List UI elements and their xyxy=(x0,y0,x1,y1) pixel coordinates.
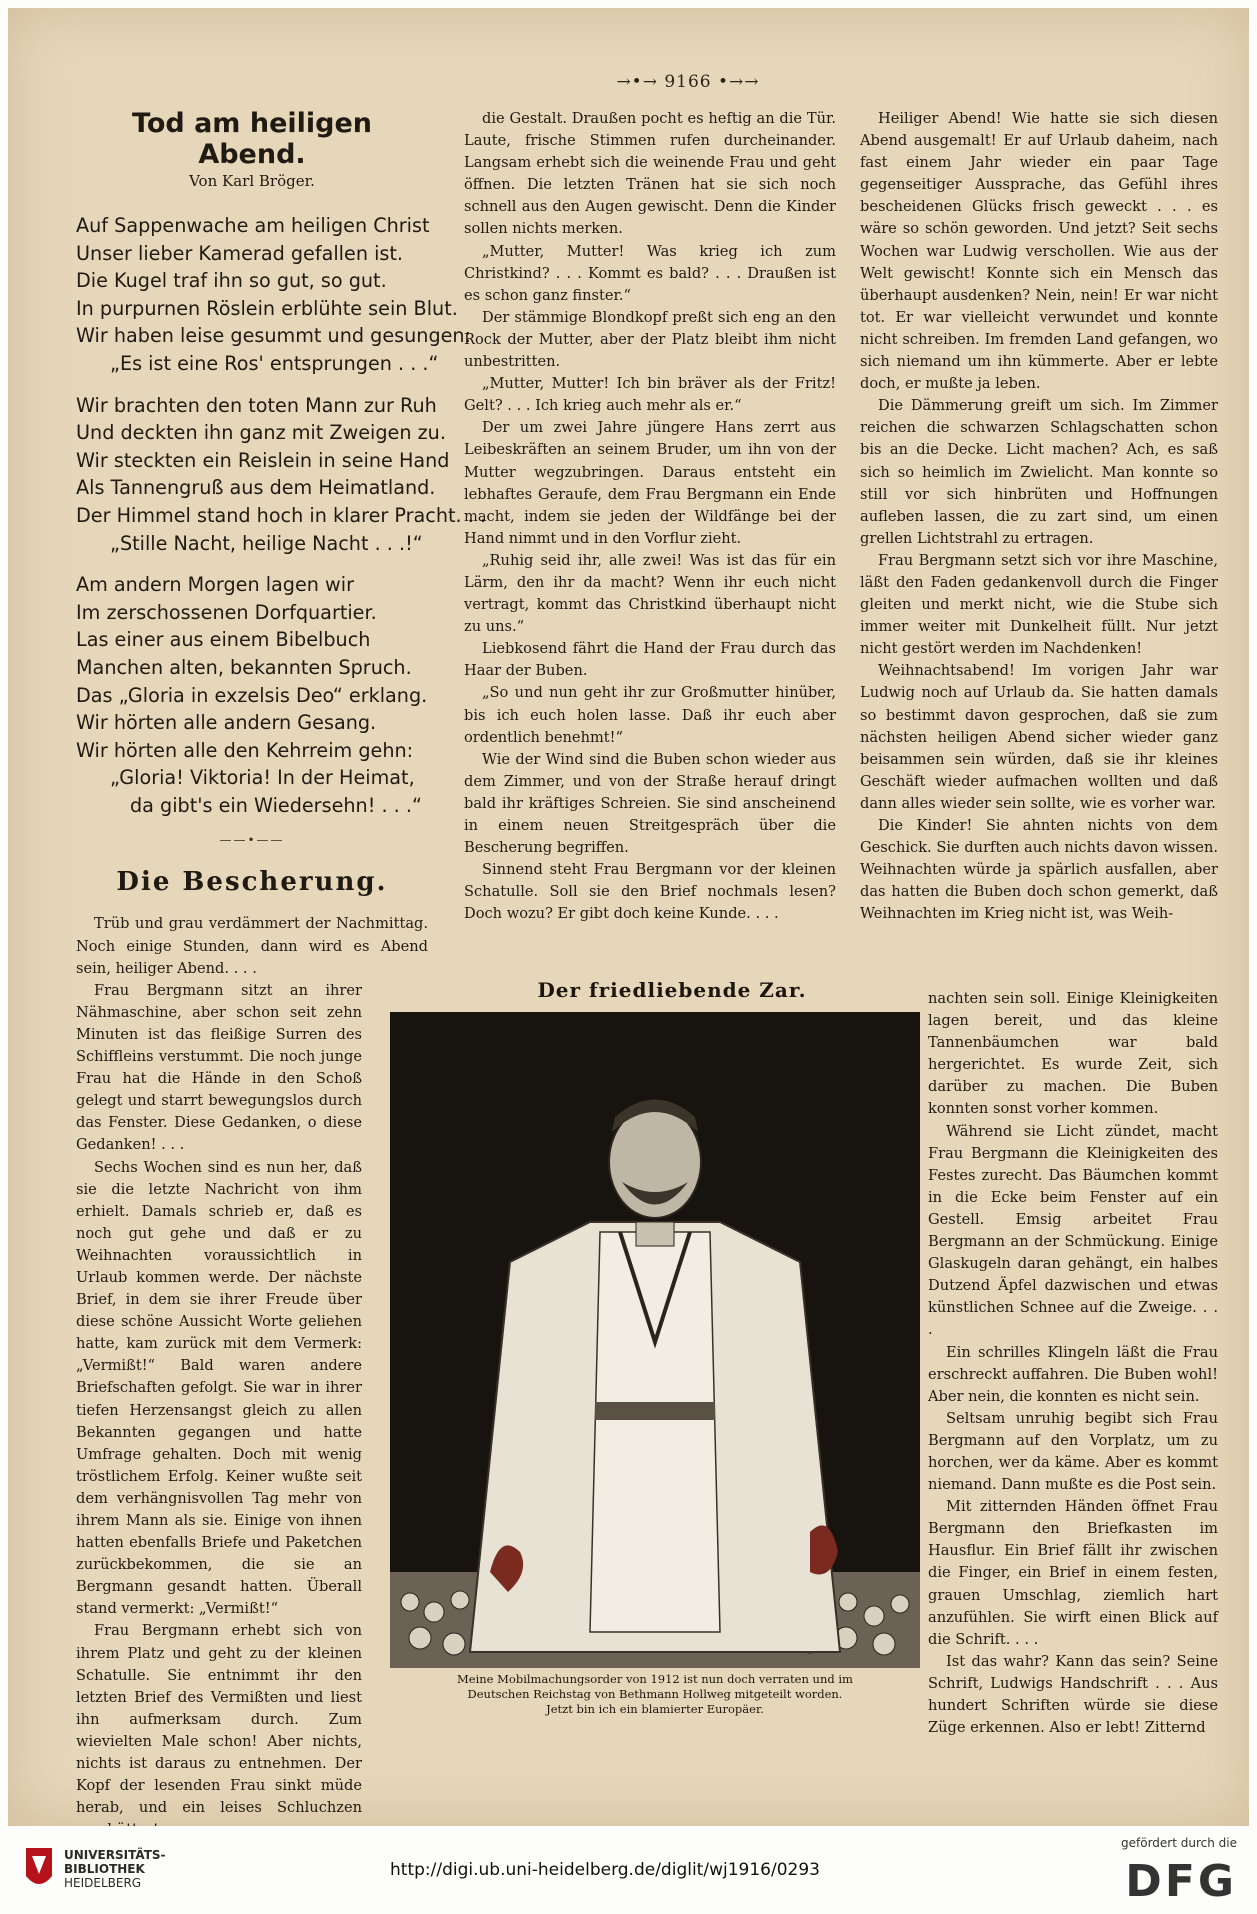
paragraph: Frau Bergmann erhebt sich von ihrem Platz und geht zu der kleinen Schatulle. Sie entnimmt ihr den letzten Brief des Vermißten und liest ihn aufmerksam durch. Zum wievielten Male schon! Aber nichts, nichts ist daraus zu entnehmen. Der Kopf der lesenden Frau sinkt müde herab, und ein leises Schluchzen xyxy=(76,1622,362,1817)
scanned-page xyxy=(8,8,1249,1826)
logo-text: HEIDELBERG xyxy=(64,1876,142,1890)
paragraph: Die Kinder! Sie ahnten nichts von dem Geschick. Sie durften auch nichts davon wissen. Weihnachten würde ja spärlich ausfallen, aber das hatten die Buben doch schon gemerkt, daß Weihnachten im Krieg nicht ist, was Weih- xyxy=(860,817,1218,923)
paragraph: „Mutter, Mutter! Was krieg ich zum Christkind? . . . Kommt es bald? . . . Draußen ist es schon ganz finster.“ xyxy=(464,242,836,304)
poem-stanza-3 xyxy=(76,571,428,819)
poem-line: Die Kugel traf ihn so gut, so gut. xyxy=(76,269,387,293)
story-text-col1 xyxy=(76,913,428,1841)
poem-line: Im zerschossenen Dorfquartier. xyxy=(76,600,377,624)
poem-line: Manchen alten, bekannten Spruch. xyxy=(76,655,412,679)
section-divider: ——•—— xyxy=(219,833,285,848)
page-number: →•→ 9166 •→→ xyxy=(616,72,760,92)
caption-line: Jetzt bin ich ein blamierter Europäer. xyxy=(546,1702,764,1716)
paragraph: Ein schrilles Klingeln läßt die Frau erschreckt auffahren. Die Buben wohl! Aber nein, die konnten es nicht sein. xyxy=(928,1343,1218,1405)
paragraph: Liebkosend fährt die Hand der Frau durch das Haar der Buben. xyxy=(464,640,836,680)
poem-line: Auf Sappenwache am heiligen Christ xyxy=(76,214,430,237)
poem-line: „Stille Nacht, heilige Nacht . . .!“ xyxy=(110,531,423,555)
illustration-image xyxy=(390,1012,920,1668)
column-3 xyxy=(860,108,1218,978)
paragraph: Die Dämmerung greift um sich. Im Zimmer reichen die schwarzen Schlagschatten schon bis an die Decke. Licht machen? Ach, es saß sich so heimlich im Zwielicht. Man konnte so still vor sich hinbrüten und Hoffnungen aufleben lassen, die zu zart sind, um einen grellen Lichtstrahl zu ertragen. xyxy=(860,397,1218,547)
column-2 xyxy=(464,108,836,978)
poem-line: Wir hörten alle andern Gesang. xyxy=(76,711,377,735)
poem-line: Unser lieber Kamerad gefallen ist. xyxy=(76,241,404,265)
paragraph: Weihnachtsabend! Im vorigen Jahr war Ludwig noch auf Urlaub da. Sie hatten damals so bestimmt davon gesprochen, daß sie zum nächsten heiligen Abend sicher wieder ganz beisammen sein würden, daß sie ihr kleines Geschäft wieder aufmachen wollten und daß dann alles wieder sein sollte, wie es vorher war. xyxy=(860,662,1218,812)
poem-line: Am andern Morgen lagen wir xyxy=(76,573,354,597)
poem xyxy=(76,212,487,819)
poem-line: Wir brachten den toten Mann zur Ruh xyxy=(76,393,437,417)
poem-title: Tod am heiligen Abend. xyxy=(131,108,373,170)
caption-line: Meine Mobilmachungsorder von 1912 ist nun doch verraten und im xyxy=(457,1672,853,1686)
poem-line: Als Tannengruß aus dem Heimatland. xyxy=(76,476,436,500)
column-1 xyxy=(76,108,487,1817)
poem-line: „Es ist eine Ros' entsprungen . . .“ xyxy=(110,351,439,375)
viewer-footer xyxy=(0,1826,1257,1914)
paragraph: Trüb und grau verdämmert der Nachmittag. Noch einige Stunden, dann wird es Abend sein, heiliger Abend. . . . xyxy=(76,915,428,977)
column-3-lower xyxy=(928,988,1218,1808)
poem-line: In purpurnen Röslein erblühte sein Blut. xyxy=(76,296,458,320)
dfg-logo[interactable]: DFG xyxy=(1125,1856,1237,1907)
university-seal-icon[interactable] xyxy=(24,1846,54,1892)
poem-line: Las einer aus einem Bibelbuch xyxy=(76,628,371,652)
logo-text: BIBLIOTHEK xyxy=(64,1862,145,1876)
paragraph: Mit zitternden Händen öffnet Frau Bergmann den Briefkasten im Hausflur. Ein Brief fällt ihr zwischen die Finger, ein Brief in einem festen, grauen Umschlag, ziemlich hart anzufühlen. Sie wirft einen Blick auf die Schrift. . . . xyxy=(928,1498,1218,1648)
poem-line: Wir haben leise gesummt und gesungen: xyxy=(76,324,472,348)
logo-text: UNIVERSITÄTS- xyxy=(64,1848,166,1862)
illustration-caption xyxy=(390,1672,920,1717)
document-url[interactable]: http://digi.ub.uni-heidelberg.de/diglit/wj1916/0293 xyxy=(390,1860,820,1880)
story-title: Die Bescherung. xyxy=(116,867,388,898)
poem-line: da gibt's ein Wiedersehn! . . .“ xyxy=(130,793,422,817)
funding-caption: gefördert durch die xyxy=(1121,1836,1237,1850)
paragraph: Frau Bergmann sitzt an ihrer Nähmaschine, aber schon seit zehn Minuten ist das fleißige Surren des Schiffleins verstummt. Die noch junge Frau hat die Hände in den Schoß gelegt und starrt bewegungslos durch das Fenster. Diese Gedanken, o diese Gedanken! . . . xyxy=(76,981,362,1154)
paragraph: Der um zwei Jahre jüngere Hans zerrt aus Leibeskräften an seinem Bruder, um ihn von der Mutter wegzubringen. Daraus entsteht ein lebhaftes Geraufe, dem Frau Bergmann ein Ende macht, indem sie jeden der Wildfänge bei der Hand nimmt und in den Vorflur zieht. xyxy=(464,419,836,547)
paragraph: Während sie Licht zündet, macht Frau Bergmann die Kleinigkeiten des Festes zurecht. Das Bäumchen kommt in die Ecke beim Fenster auf ein Gestell. Emsig arbeitet Frau Bergmann an der Schmückung. Einige Glaskugeln daran gehängt, ein halbes Dutzend Äpfel dazwischen und etwas künstlichen Schnee auf die Zweige. . . . xyxy=(928,1122,1218,1339)
paragraph: „Mutter, Mutter! Ich bin bräver als der Fritz! Gelt? . . . Ich krieg auch mehr als er.“ xyxy=(464,375,836,415)
illustration-title: Der friedliebende Zar. xyxy=(537,978,807,1002)
paragraph: die Gestalt. Draußen pocht es heftig an die Tür. Laute, frische Stimmen rufen durcheinander. Langsam erhebt sich die weinende Frau und geht öffnen. Die letzten Tränen hat sie sich noch schnell aus den Augen gewischt. Denn die Kinder sollen nichts merken. xyxy=(464,110,836,238)
paragraph: Der stämmige Blondkopf preßt sich eng an den Rock der Mutter, aber der Platz bleibt ihm nicht unbestritten. xyxy=(464,308,836,371)
university-library-logo[interactable] xyxy=(64,1848,166,1890)
poem-line: Wir steckten ein Reislein in seine Hand xyxy=(76,448,450,472)
tsar-illustration xyxy=(390,1012,920,1668)
paragraph: Seltsam unruhig begibt sich Frau Bergmann auf den Vorplatz, um zu horchen, wer da käme. Aber es kommt niemand. Dann mußte es die Post sein. xyxy=(928,1409,1218,1494)
paragraph: „So und nun geht ihr zur Großmutter hinüber, bis ich euch holen lasse. Daß ihr euch aber ordentlich benehmt!“ xyxy=(464,684,836,746)
caption-line: Deutschen Reichstag von Bethmann Hollweg mitgeteilt worden. xyxy=(467,1687,843,1701)
paragraph: Sinnend steht Frau Bergmann vor der kleinen Schatulle. Soll sie den Brief nochmals lesen? Doch wozu? Er gibt doch keine Kunde. . . . xyxy=(464,861,836,923)
poem-stanza-2 xyxy=(76,392,487,558)
poem-line: Und deckten ihn ganz mit Zweigen zu. xyxy=(76,421,446,445)
poem-stanza-1 xyxy=(76,212,472,378)
poem-line: Der Himmel stand hoch in klarer Pracht. . . xyxy=(76,503,487,527)
paragraph: Ist das wahr? Kann das sein? Seine Schrift, Ludwigs Handschrift . . . Aus hundert Schriften würde sie diese Züge erkennen. Also er lebt! Zitternd xyxy=(928,1652,1218,1737)
paragraph: Frau Bergmann setzt sich vor ihre Maschine, läßt den Faden gedankenvoll durch die Finger gleiten und merkt nicht, wie die Stube sich immer weiter mit Dunkelheit füllt. Nur jetzt nicht gestört werden im Nachdenken! xyxy=(860,551,1218,658)
poem-line: Wir hörten alle den Kehrreim gehn: xyxy=(76,738,414,762)
paragraph: Heiliger Abend! Wie hatte sie sich diesen Abend ausgemalt! Er auf Urlaub daheim, nach fast einem Jahr wieder ein paar Tage gegenseitiger Aussprache, das Gefühl ihres bescheidenen Glücks frisch geweckt . . . es wäre so schön geworden. Und jetzt? Seit sechs Wochen war Ludwig verschollen. Wie aus der Welt gewischt! Konnte sich ein Mensch das überhaupt ausdenken? Nein, nein! Er war nicht tot. Er war vielleicht verwundet und konnte nicht schreiben. Im fremden Land gefangen, wo sich niemand um ihn kümmerte. Aber er lebte doch, er mußte ja leben. xyxy=(860,110,1218,393)
poem-line: „Gloria! Viktoria! In der Heimat, xyxy=(110,766,415,790)
paragraph: nachten sein soll. Einige Kleinigkeiten lagen bereit, und das kleine Tannenbäumchen war bald hergerichtet. Es wurde Zeit, sich darüber zu machen. Die Buben konnten sonst vorher kommen. xyxy=(928,990,1218,1118)
poem-author: Von Karl Bröger. xyxy=(189,172,315,190)
poem-line: Das „Gloria in exzelsis Deo“ erklang. xyxy=(76,683,428,707)
paragraph: „Ruhig seid ihr, alle zwei! Was ist das für ein Lärm, den ihr da macht? Wenn ihr euch nicht vertragt, kommt das Christkind überhaupt nicht zu uns.“ xyxy=(464,551,836,636)
paragraph: Wie der Wind sind die Buben schon wieder aus dem Zimmer, und von der Straße herauf dringt bald ihr kräftiges Schreien. Sie sind anscheinend in einem neuen Streitgespräch über die Bescherung begriffen. xyxy=(464,750,836,857)
paragraph: Sechs Wochen sind es nun her, daß sie die letzte Nachricht von ihm erhielt. Damals schrieb er, daß es noch gut gehe und daß er zu Weihnachten voraussichtlich in Urlaub kommen werde. Der nächste Brief, in dem sie ihrer Freude über diese schöne Aussicht Worte geliehen hatte, kam zurück mit dem Vermerk: „Vermißt!“ Bald waren andere Briefschaften gefolgt. Sie war in ihrer tiefen Herzensangst gleich zu allen Bekannten gegangen und hatte Umfrage gehalten. Doch mit wenig tröstlichem Erfolg. Keiner wußte seit dem verhängnisvollen Tag mehr von ihrem Mann als sie. Einige von ihnen hatten ebenfalls Briefe und Paketchen zurückbekommen, die sie an Bergmann gesandt hatten. Überall stand vermerkt: „Vermißt!“ xyxy=(76,1158,362,1618)
